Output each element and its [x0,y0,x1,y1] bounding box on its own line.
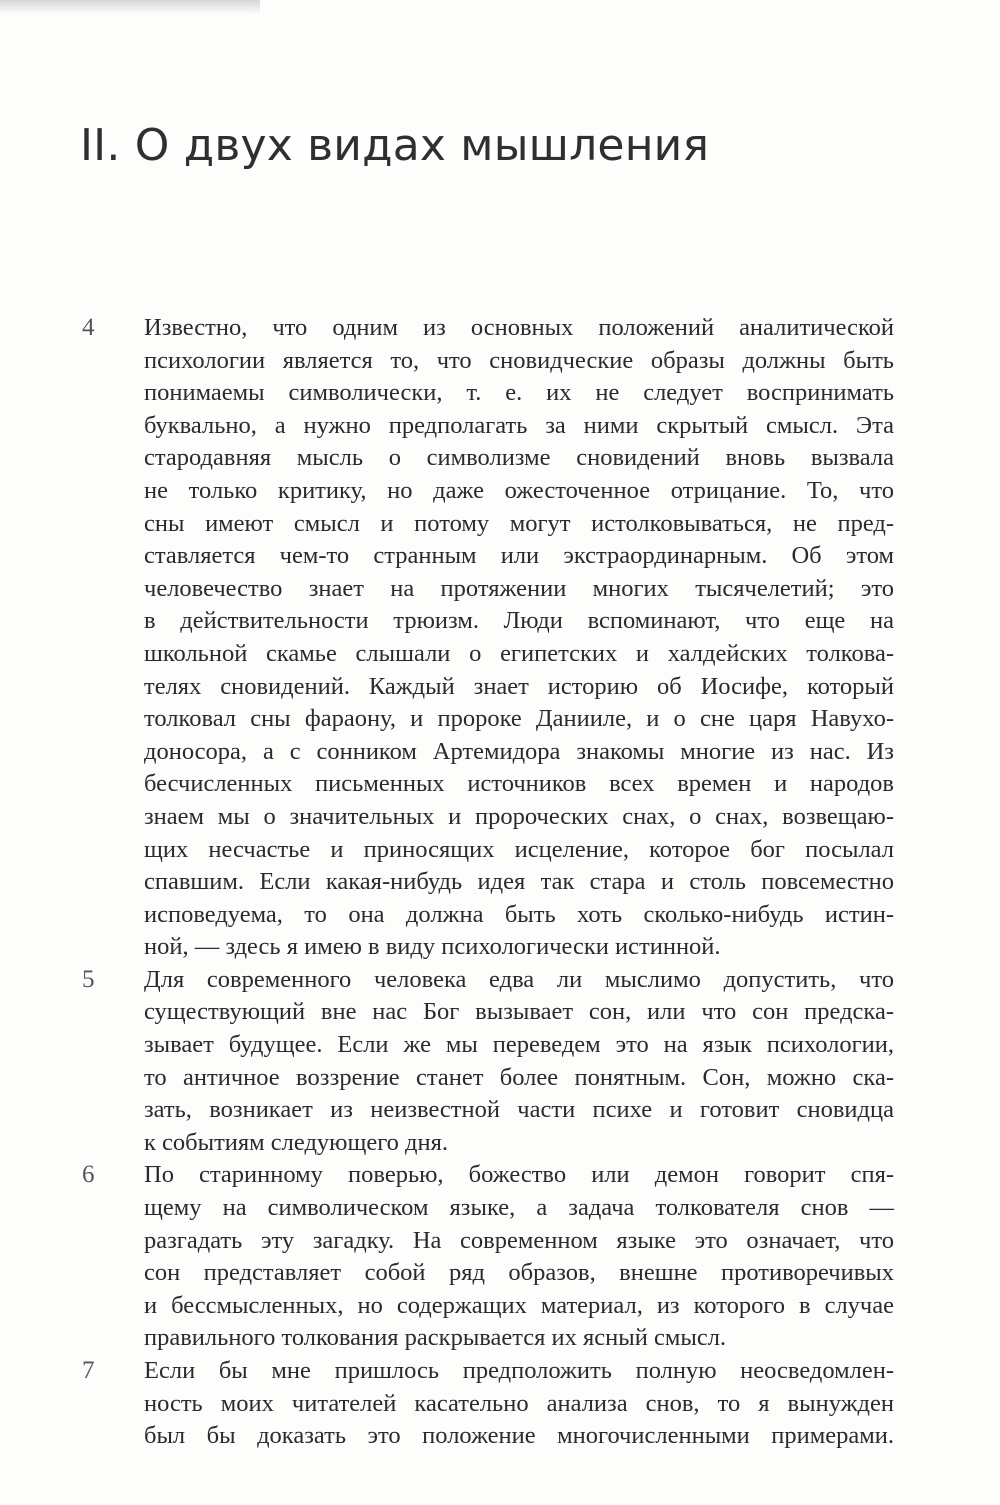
text-line: не только критику, но даже ожесточенное отрицание. То, что [144,476,894,504]
text-line: щих несчастье и приносящих исцеление, которое бог посылал [144,835,894,863]
text-line: к событиям следующего дня. [144,1128,448,1156]
text-line: ставляется чем-то странным или экстраординарным. Об этом [144,542,894,570]
text-line: то античное воззрение станет более понятным. Сон, можно ска- [144,1063,894,1091]
text-line: разгадать эту загадку. На современном языке это означает, что [144,1226,894,1254]
text-line: спавшим. Если какая-нибудь идея так стара и столь повсеместно [144,868,894,896]
paragraph-number: 5 [82,965,95,993]
paragraph-text [144,1355,894,1453]
paragraph-text [144,1159,894,1355]
text-line: буквально, а нужно предполагать за ними скрытый смысл. Эта [144,411,894,439]
text-line: толковал сны фараону, и пророке Данииле, и о сне царя Навухо- [144,705,894,733]
text-line: в действительности трюизм. Люди вспоминают, что еще на [144,607,894,635]
text-line: школьной скамье слышали о египетских и халдейских толкова- [144,639,894,667]
text-line: Для современного человека едва ли мыслимо допустить, что [144,965,894,993]
chapter-title: II. О двух видах мышления [80,120,710,171]
paragraph-number: 7 [82,1357,95,1384]
text-line: психологии является то, что сновидческие образы должны быть [144,346,894,374]
text-line: знаем мы о значительных и пророческих снах, о снах, возвещаю- [144,802,894,830]
body-text [82,312,894,1453]
text-line: телях сновидений. Каждый знает историю об Иосифе, который [144,672,894,700]
text-line: понимаемы символически, т. е. их не следует воспринимать [144,379,894,407]
text-line: зать, возникает из неизвестной части психе и готовит сновидца [144,1096,894,1124]
text-line: ность моих читателей касательно анализа снов, то я вынужден [144,1389,894,1417]
text-line: Если бы мне пришлось предположить полную неосведомлен- [144,1357,894,1384]
paragraph-7 [82,1355,894,1453]
text-line: сны имеют смысл и потому могут истолковываться, не пред- [144,509,894,537]
text-line: сон представляет собой ряд образов, внешне противоречивых [144,1259,894,1287]
text-line: человечество знает на протяжении многих тысячелетий; это [144,574,894,602]
paragraph-6 [82,1159,894,1355]
text-line: щему на символическом языке, а задача толкователя снов — [144,1194,894,1222]
scan-shadow [0,0,260,14]
text-line: Известно, что одним из основных положений аналитической [144,314,894,341]
paragraph-5 [82,964,894,1160]
text-line: и бессмысленных, но содержащих материал, из которого в случае [144,1291,894,1319]
text-line: доносора, а с сонником Артемидора знакомы многие из нас. Из [144,737,894,765]
paragraph-number: 6 [82,1161,95,1189]
text-line: исповедуема, то она должна быть хоть сколько-нибудь истин- [144,900,894,928]
text-line: правильного толкования раскрывается их ясный смысл. [144,1324,727,1352]
text-line: бесчисленных письменных источников всех времен и народов [144,770,894,798]
paragraph-4 [82,312,894,964]
text-line: По старинному поверью, божество или демон говорит спя- [144,1161,894,1189]
text-line: зывает будущее. Если же мы переведем это на язык психологии, [144,1031,894,1059]
text-line: существующий вне нас Бог вызывает сон, или что сон предска- [144,998,894,1026]
paragraph-text [144,964,894,1160]
paragraph-text [144,312,894,964]
text-line: стародавняя мысль о символизме сновидений вновь вызвала [144,444,894,472]
text-line: был бы доказать это положение многочисленными примерами. [144,1422,894,1450]
paragraph-number: 4 [82,314,95,341]
text-line: ной, — здесь я имею в виду психологически истинной. [144,933,721,961]
